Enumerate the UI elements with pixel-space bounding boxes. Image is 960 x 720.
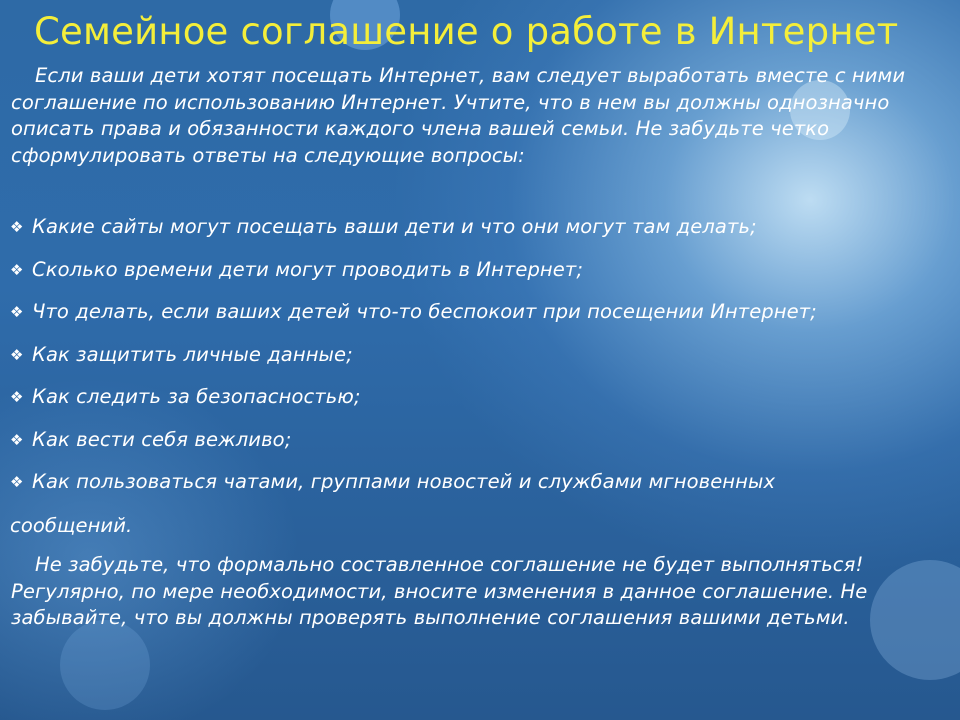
list-item-text-continuation: сообщений.: [10, 513, 133, 537]
intro-paragraph: [11, 63, 946, 169]
outro-text: Не забудьте, что формально составленное соглашение не будет выполняться! Регулярно, по мере необходимости, вносите изменения в данное соглашение. Не забывайте, что вы должны проверять выполнение соглашения вашими детьми.: [11, 553, 868, 629]
question-list: [10, 214, 950, 539]
list-item-text: Как пользоваться чатами, группами новостей и службами мгновенных: [32, 470, 776, 493]
diamond-bullet-icon: ❖: [10, 388, 24, 406]
intro-text: Если ваши дети хотят посещать Интернет, вам следует выработать вместе с ними соглашение по использованию Интернет. Учтите, что в нем вы должны однозначно описать права и обязанности каждого члена вашей семьи. Не забудьте четко сформулировать ответы на следующие вопросы:: [11, 64, 906, 167]
diamond-bullet-icon: ❖: [10, 303, 24, 321]
outro-paragraph: [11, 552, 946, 632]
diamond-bullet-icon: ❖: [10, 473, 24, 491]
list-item: [10, 299, 950, 342]
list-item-text: Как защитить личные данные;: [32, 342, 353, 366]
list-item: [10, 469, 950, 539]
list-item-text: Как следить за безопасностью;: [32, 385, 361, 408]
list-item: [10, 384, 950, 427]
list-item-text: Как вести себя вежливо;: [32, 427, 292, 451]
list-item-text: Какие сайты могут посещать ваши дети и что они могут там делать;: [32, 215, 757, 238]
list-item-text: Сколько времени дети могут проводить в Интернет;: [32, 257, 583, 281]
bokeh-decoration: [60, 620, 150, 710]
list-item: [10, 257, 950, 300]
list-item: [10, 214, 950, 257]
list-item: [10, 427, 950, 470]
list-item: [10, 342, 950, 385]
diamond-bullet-icon: ❖: [10, 345, 24, 364]
list-item-text: Что делать, если ваших детей что-то беспокоит при посещении Интернет;: [32, 300, 817, 323]
diamond-bullet-icon: ❖: [10, 218, 24, 236]
diamond-bullet-icon: ❖: [10, 430, 24, 449]
diamond-bullet-icon: ❖: [10, 260, 24, 279]
slide-title: Семейное соглашение о работе в Интернет: [34, 10, 899, 53]
